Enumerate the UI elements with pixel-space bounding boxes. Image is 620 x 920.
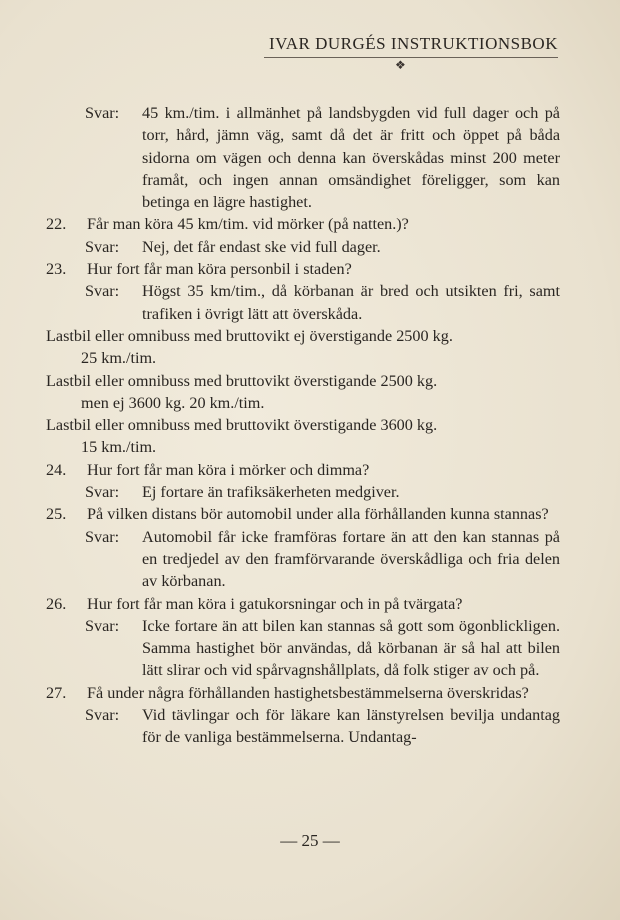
running-header: IVAR DURGÉS INSTRUKTIONSBOK <box>269 34 558 53</box>
answer-text: 45 km./tim. i allmänhet på landsbygden vid full dager och på torr, hård, jämn väg, samt då det är fritt och öppet på båda sidorna om vägen och denna kan överskådas minst 200 meter framåt, och ingen annan omsändighet föreligger, som kan betinga en lägre hastighet. <box>142 104 560 212</box>
question-number: 26. <box>46 594 67 613</box>
page-body <box>46 102 560 749</box>
answer-22 <box>85 236 560 258</box>
question-22 <box>46 213 560 235</box>
answer-text: Icke fortare än att bilen kan stannas så gott som ögonblickligen. Samma hastighet bör användas, då körbanan är så hal att bilen lätt slirar och vid spårvagnshållplats, då folk stiger av och på. <box>142 616 560 680</box>
question-number: 27. <box>46 683 67 702</box>
question-number: 22. <box>46 215 67 234</box>
answer-label: Svar: <box>85 282 120 301</box>
answer-text: Ej fortare än trafiksäkerheten medgiver. <box>142 483 400 502</box>
rule-speed: men ej 3600 kg. 20 km./tim. <box>81 393 265 412</box>
lastbil-rule-3 <box>46 414 560 459</box>
rule-speed: 15 km./tim. <box>81 438 157 457</box>
rule-text: Lastbil eller omnibuss med bruttovikt överstigande 3600 kg. <box>46 416 438 435</box>
question-number: 23. <box>46 260 67 279</box>
question-number: 24. <box>46 460 67 479</box>
answer-label: Svar: <box>85 237 120 256</box>
question-text: Hur fort får man köra personbil i staden? <box>87 260 352 279</box>
answer-label: Svar: <box>85 527 120 546</box>
ornament-icon: ❖ <box>395 58 406 72</box>
answer-text: Automobil får icke framföras fortare än att den kan stannas på en tredjedel av den framförvarande överskådliga och fria delen av körbanan. <box>142 527 560 591</box>
question-text: Få under några förhållanden hastighetsbestämmelserna överskridas? <box>87 683 529 702</box>
answer-label: Svar: <box>85 104 120 122</box>
question-23 <box>46 258 560 280</box>
page-number: — 25 — <box>280 831 340 850</box>
question-text: Hur fort får man köra i gatukorsningar och in på tvärgata? <box>87 594 463 613</box>
question-number: 25. <box>46 505 67 524</box>
header-rule <box>264 57 558 58</box>
answer-text: Nej, det får endast ske vid full dager. <box>142 237 381 256</box>
answer-27 <box>85 704 560 749</box>
question-text: Får man köra 45 km/tim. vid mörker (på natten.)? <box>87 215 409 234</box>
answer-label: Svar: <box>85 616 120 635</box>
question-26 <box>46 593 560 615</box>
answer-23 <box>85 280 560 325</box>
answer-label: Svar: <box>85 706 120 725</box>
question-text: På vilken distans bör automobil under alla förhållanden kunna stannas? <box>87 505 549 524</box>
question-25 <box>46 503 560 525</box>
answer-intro <box>85 102 560 213</box>
answer-25 <box>85 526 560 593</box>
lastbil-rule-1 <box>46 325 560 370</box>
question-text: Hur fort får man köra i mörker och dimma? <box>87 460 370 479</box>
rule-text: Lastbil eller omnibuss med bruttovikt ej överstigande 2500 kg. <box>46 326 453 345</box>
answer-text: Vid tävlingar och för läkare kan länstyrelsen bevilja undantag för de vanliga bestämmelserna. Undantag- <box>142 706 560 747</box>
answer-label: Svar: <box>85 483 120 502</box>
rule-text: Lastbil eller omnibuss med bruttovikt överstigande 2500 kg. <box>46 371 438 390</box>
question-24 <box>46 459 560 481</box>
lastbil-rule-2 <box>46 370 560 415</box>
question-27 <box>46 682 560 704</box>
rule-speed: 25 km./tim. <box>81 349 157 368</box>
answer-24 <box>85 481 560 503</box>
answer-text: Högst 35 km/tim., då körbanan är bred och utsikten fri, samt trafiken i övrigt lätt att överskåda. <box>142 282 560 323</box>
answer-26 <box>85 615 560 682</box>
